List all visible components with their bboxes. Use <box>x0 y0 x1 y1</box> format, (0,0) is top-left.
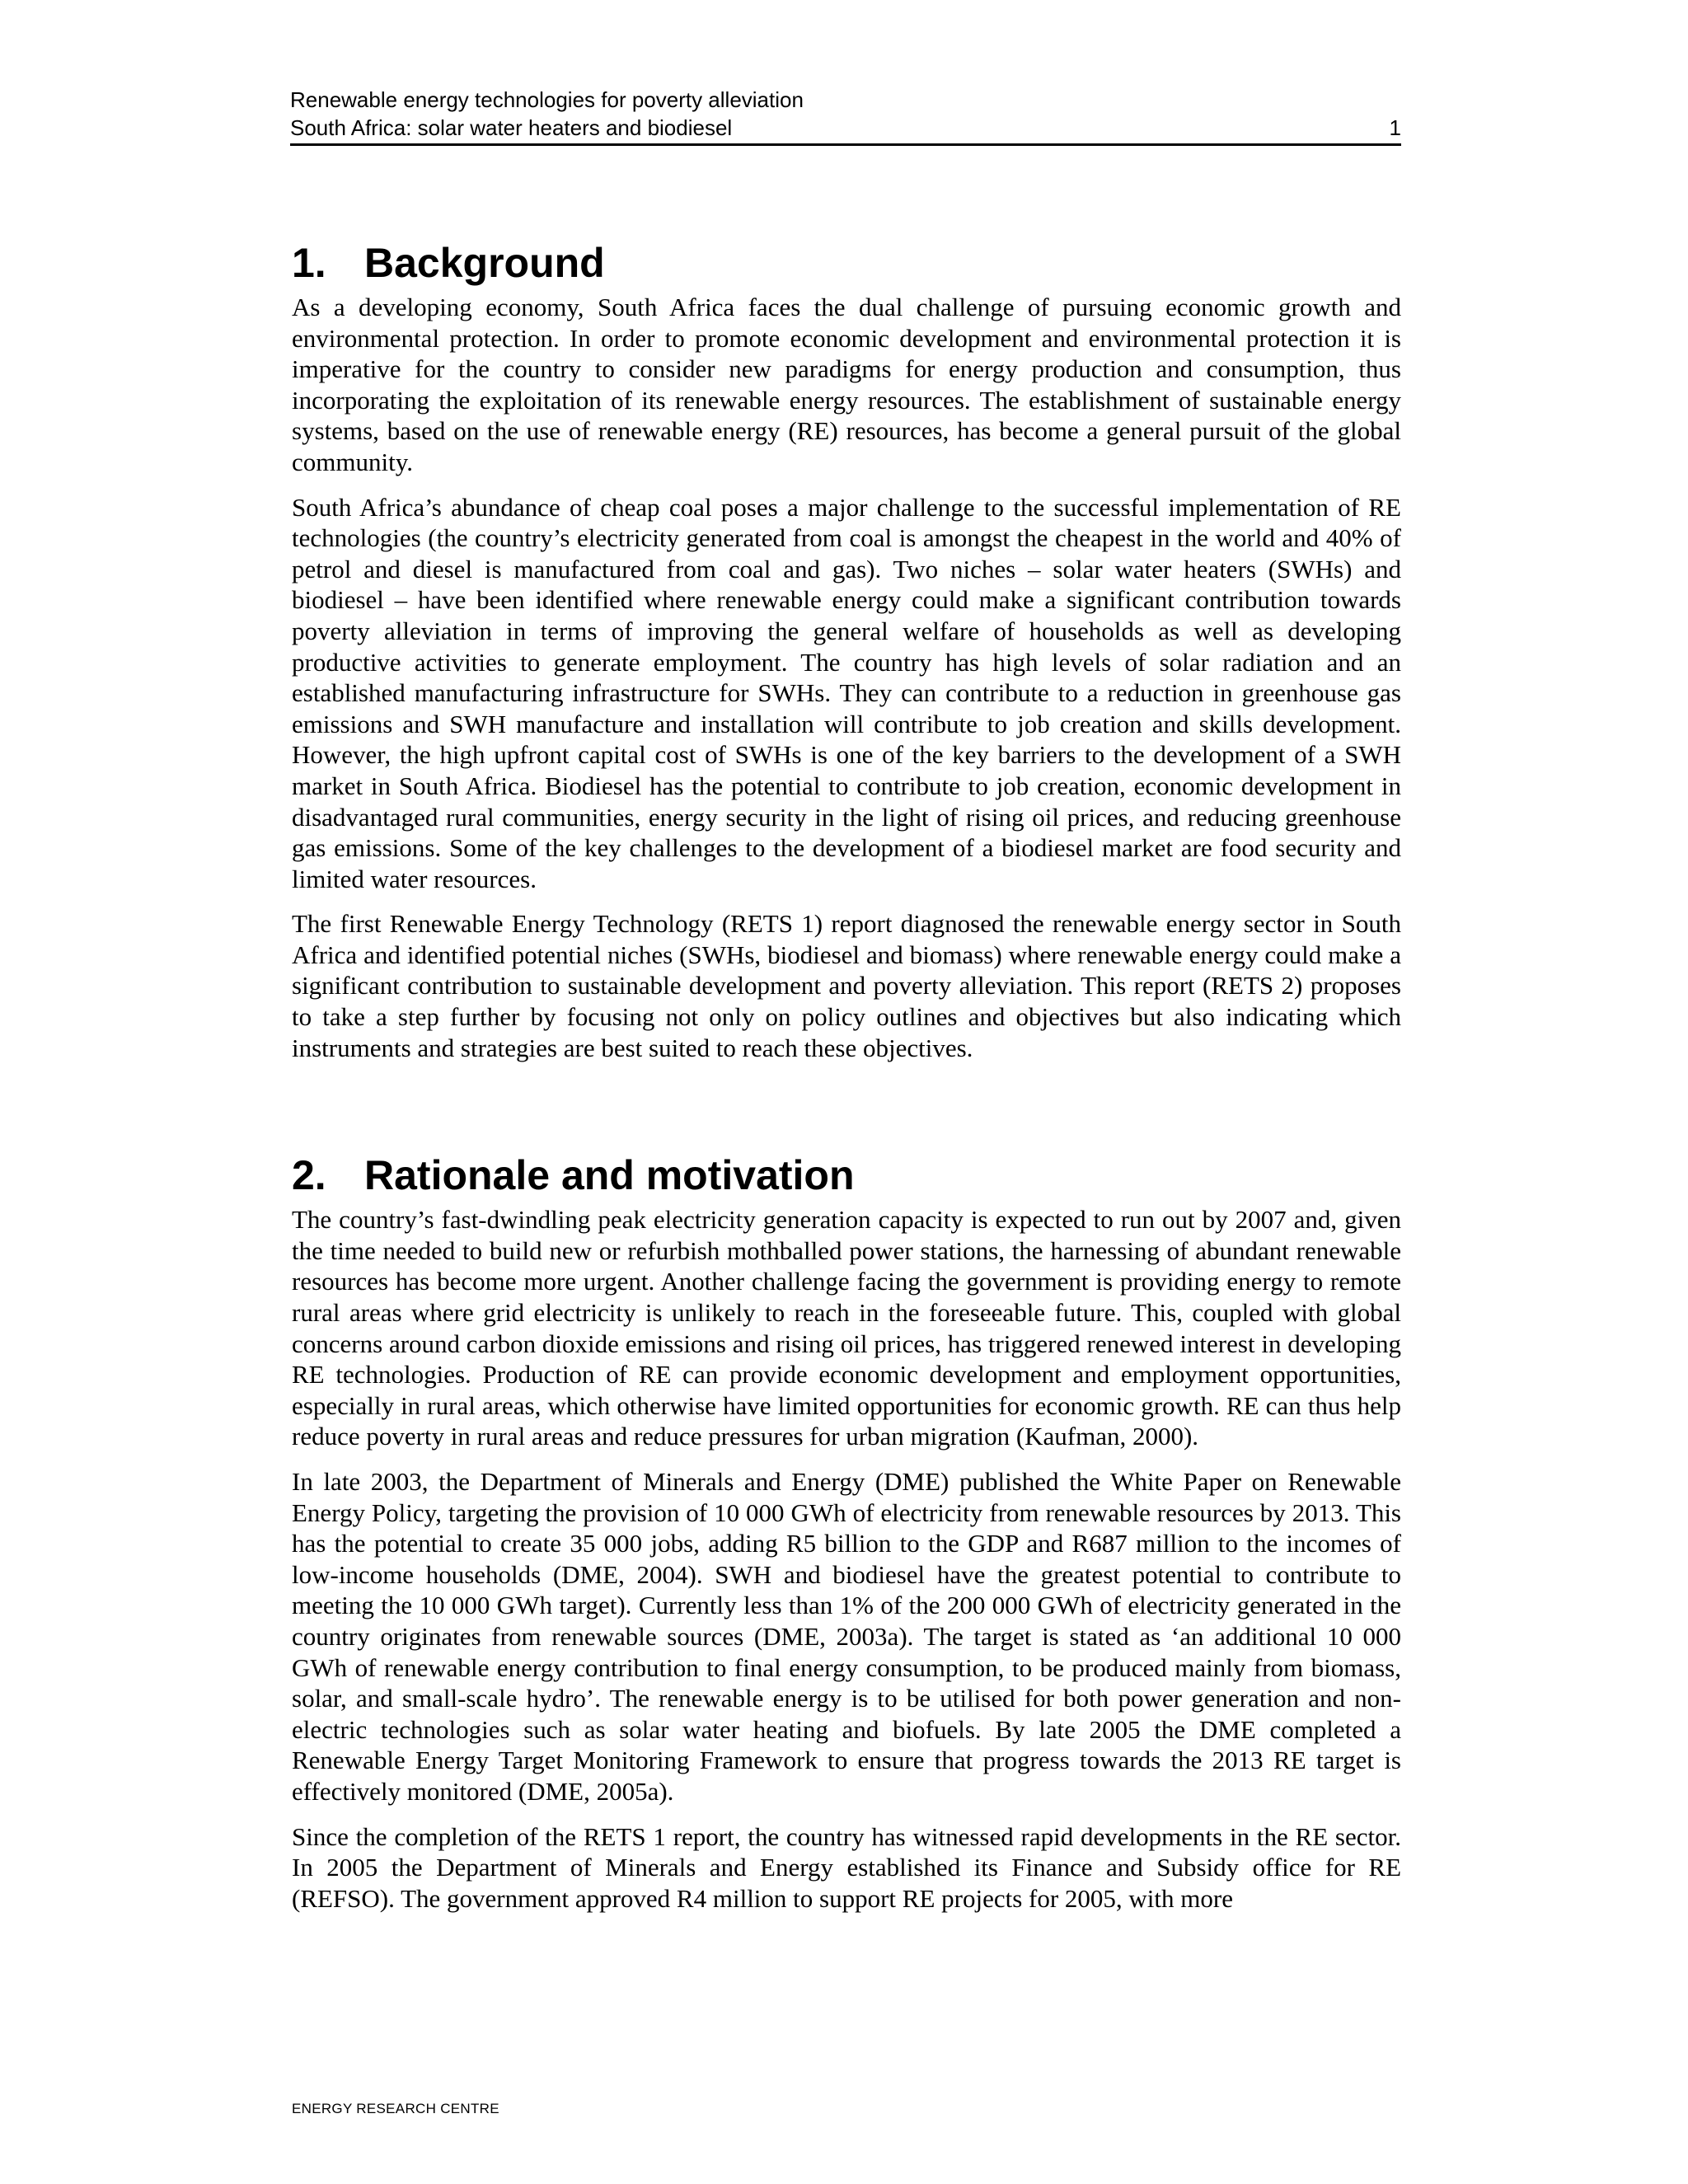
header-subtitle-row <box>290 114 1401 142</box>
section-title: Background <box>364 240 605 286</box>
header-title: Renewable energy technologies for poverty alleviation <box>290 87 804 112</box>
section-heading-background <box>292 237 1401 288</box>
paragraph: Since the completion of the RETS 1 report, the country has witnessed rapid developments in the RE sector. In 2005 the Department of Minerals and Energy established its Finance and Subsidy office for RE (REFSO). The government approved R4 million to support RE projects for 2005, with more <box>292 1821 1401 1913</box>
section-number: 1. <box>292 240 326 286</box>
section-rationale <box>292 1150 1401 1914</box>
section-heading-rationale <box>292 1150 1401 1201</box>
section-title: Rationale and motivation <box>364 1152 855 1199</box>
page-number: 1 <box>1389 115 1401 140</box>
section-number: 2. <box>292 1152 326 1199</box>
paragraph: South Africa’s abundance of cheap coal poses a major challenge to the successful implementation of RE technologies (the country’s electricity generated from coal is amongst the cheapest in the world and 40% of petrol and diesel is manufactured from coal and gas). Two niches – solar water heaters (SWHs) and biodiesel – have been identified where renewable energy could make a significant contribution towards poverty alleviation in terms of improving the general welfare of households as well as developing productive activities to generate employment. The country has high levels of solar radiation and an established manufacturing infrastructure for SWHs. They can contribute to a reduction in greenhouse gas emissions and SWH manufacture and installation will contribute to job creation and skills development. However, the high upfront capital cost of SWHs is one of the key barriers to the development of a SWH market in South Africa. Biodiesel has the potential to contribute to job creation, economic development in disadvantaged rural communities, energy security in the light of rising oil prices, and reducing greenhouse gas emissions. Some of the key challenges to the development of a biodiesel market are food security and limited water resources. <box>292 492 1401 893</box>
running-header <box>290 86 1401 146</box>
paragraph: In late 2003, the Department of Minerals and Energy (DME) published the White Paper on Renewable Energy Policy, targeting the provision of 10 000 GWh of electricity from renewable resources by 2013. This has the potential to create 35 000 jobs, adding R5 billion to the GDP and R687 million to the incomes of low-income households (DME, 2004). SWH and biodiesel have the greatest potential to contribute to meeting the 10 000 GWh target). Currently less than 1% of the 200 000 GWh of electricity generated in the country originates from renewable sources (DME, 2003a). The target is stated as ‘an additional 10 000 GWh of renewable energy contribution to final energy consumption, to be produced mainly from biomass, solar, and small-scale hydro’. The renewable energy is to be utilised for both power generation and non-electric technologies such as solar water heating and biofuels. By late 2005 the DME completed a Renewable Energy Target Monitoring Framework to ensure that progress towards the 2013 RE target is effectively monitored (DME, 2005a). <box>292 1467 1401 1806</box>
paragraph: As a developing economy, South Africa faces the dual challenge of pursuing economic growth and environmental protection. In order to promote economic development and environmental protection it is imperative for the country to consider new paradigms for energy production and consumption, thus incorporating the exploitation of its renewable energy resources. The establishment of sustainable energy systems, based on the use of renewable energy (RE) resources, has become a general pursuit of the global community. <box>292 293 1401 476</box>
running-footer: ENERGY RESEARCH CENTRE <box>292 2101 499 2116</box>
section-spacer <box>292 1077 1401 1150</box>
paragraph: The first Renewable Energy Technology (RETS 1) report diagnosed the renewable energy sector in South Africa and identified potential niches (SWHs, biodiesel and biomass) where renewable energy could make a significant contribution to sustainable development and poverty alleviation. This report (RETS 2) proposes to take a step further by focusing not only on policy outlines and objectives but also indicating which instruments and strategies are best suited to reach these objectives. <box>292 909 1401 1062</box>
paragraph: The country’s fast-dwindling peak electricity generation capacity is expected to run out by 2007 and, given the time needed to build new or refurbish mothballed power stations, the harnessing of abundant renewable resources has become more urgent. Another challenge facing the government is providing energy to remote rural areas where grid electricity is unlikely to reach in the foreseeable future. This, coupled with global concerns around carbon dioxide emissions and rising oil prices, has triggered renewed interest in developing RE technologies. Production of RE can provide economic development and employment opportunities, especially in rural areas, which otherwise have limited opportunities for economic growth. RE can thus help reduce poverty in rural areas and reduce pressures for urban migration (Kaufman, 2000). <box>292 1205 1401 1451</box>
header-subtitle: South Africa: solar water heaters and biodiesel <box>290 115 733 140</box>
main-content <box>292 237 1401 1928</box>
section-background <box>292 237 1401 1063</box>
